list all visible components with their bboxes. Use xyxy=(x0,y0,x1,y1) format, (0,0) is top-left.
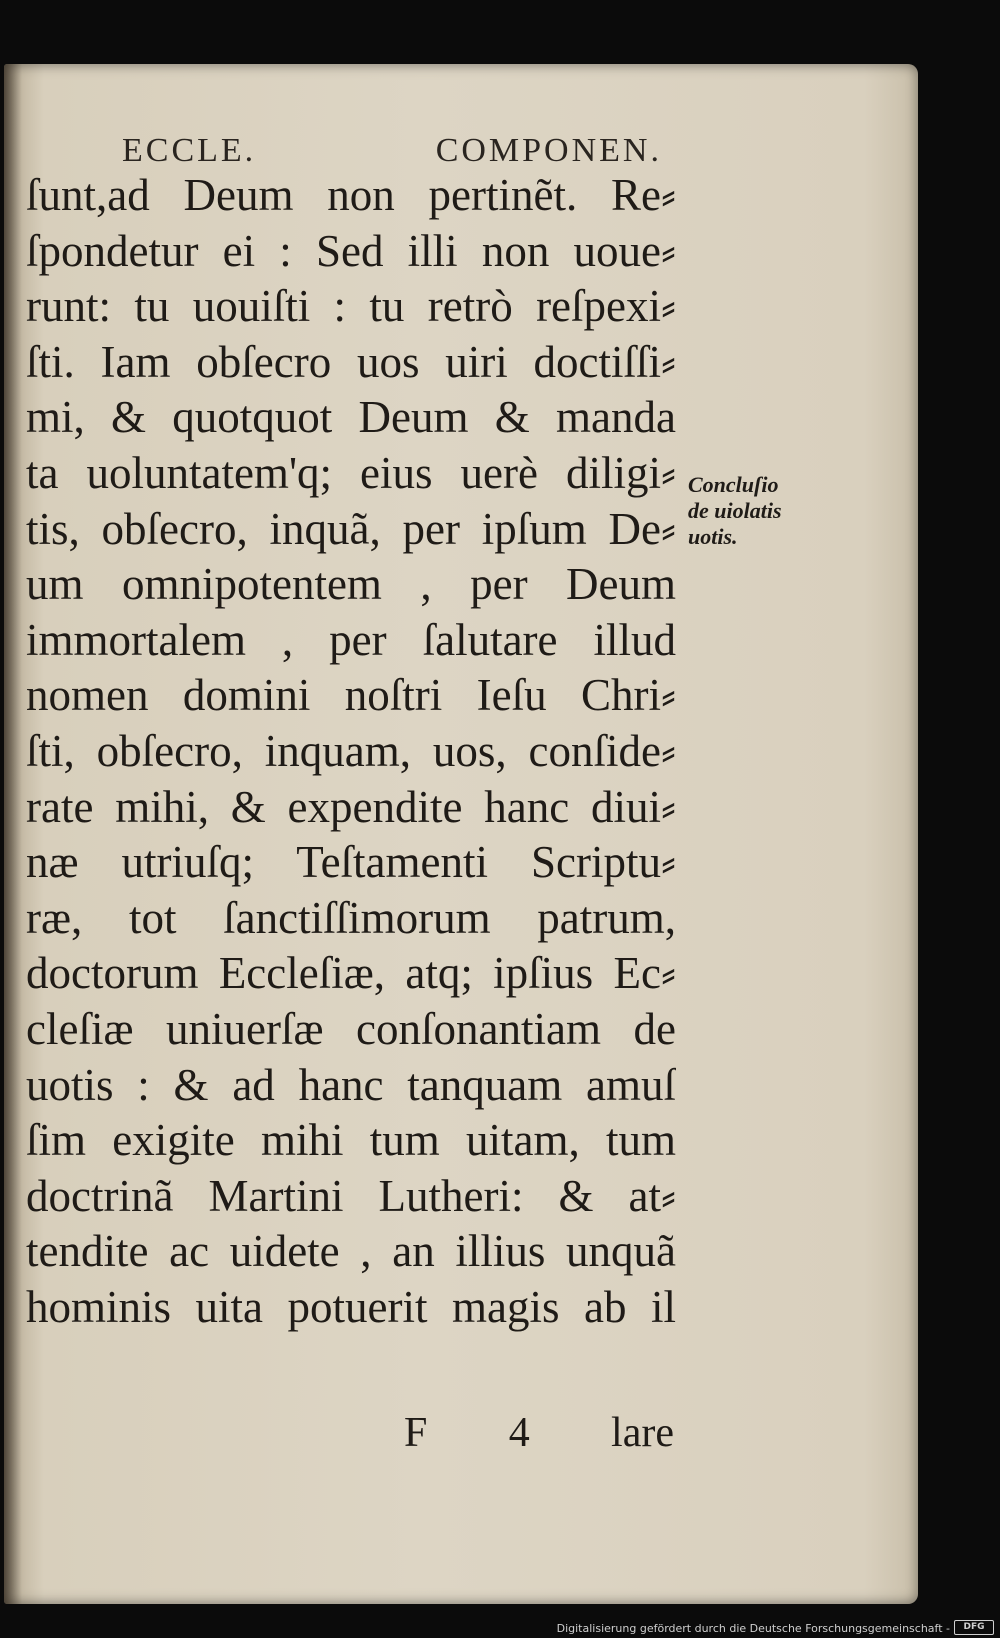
text-line: ſim exigite mihi tum uitam, tum xyxy=(26,1115,676,1166)
running-header-left: ECCLE. xyxy=(122,132,257,169)
marginal-note-line: de uiolatis xyxy=(688,498,782,523)
running-header xyxy=(122,132,662,170)
text-line: tis, obſecro, inquã, per ipſum De⸗ xyxy=(26,503,676,554)
signature-mark: F xyxy=(404,1410,428,1456)
text-line: ſti. Iam obſecro uos uiri doctiſſi⸗ xyxy=(26,336,676,387)
text-line: runt: tu uouiſti : tu retrò reſpexi⸗ xyxy=(26,281,676,332)
signature-line xyxy=(404,1409,674,1457)
marginal-note-line: Concluſio xyxy=(688,472,779,497)
marginal-note-line: uotis. xyxy=(688,524,738,549)
text-line: cleſiæ uniuerſæ conſonantiam de xyxy=(26,1003,676,1054)
text-line: doctorum Eccleſiæ, atq; ipſius Ec⸗ xyxy=(26,948,676,999)
signature-number: 4 xyxy=(508,1410,530,1456)
book-page xyxy=(4,64,918,1604)
text-line: nomen domini noſtri Ieſu Chri⸗ xyxy=(26,670,676,721)
body-text xyxy=(26,168,676,1335)
text-line: ta uoluntatem'q; eius uerè diligi⸗ xyxy=(26,447,676,498)
dfg-logo: DFG xyxy=(954,1620,994,1635)
text-line: ſti, obſecro, inquam, uos, conſide⸗ xyxy=(26,725,676,776)
catchword: lare xyxy=(611,1410,674,1456)
text-line: um omnipotentem , per Deum xyxy=(26,559,676,610)
text-line: næ utriuſq; Teſtamenti Scriptu⸗ xyxy=(26,837,676,888)
text-line: hominis uita potuerit magis ab il xyxy=(26,1281,676,1332)
text-line: ræ, tot ſanctiſſimorum patrum, xyxy=(26,892,676,943)
text-line: mi, & quotquot Deum & manda xyxy=(26,392,676,443)
text-line: tendite ac uidete , an illius unquã xyxy=(26,1226,676,1277)
text-line: ſpondetur ei : Sed illi non uoue⸗ xyxy=(26,225,676,276)
text-line: ſunt,ad Deum non pertinẽt. Re⸗ xyxy=(26,170,676,220)
digitization-credit: Digitalisierung gefördert durch die Deutsche Forschungsgemeinschaft - xyxy=(556,1622,950,1635)
text-line: uotis : & ad hanc tanquam amuſ xyxy=(26,1059,676,1110)
text-line: immortalem , per ſalutare illud xyxy=(26,614,676,665)
marginal-note xyxy=(688,472,782,550)
running-header-right: COMPONEN. xyxy=(435,132,662,169)
text-line: doctrinã Martini Lutheri: & at⸗ xyxy=(26,1170,676,1221)
text-line: rate mihi, & expendite hanc diui⸗ xyxy=(26,781,676,832)
